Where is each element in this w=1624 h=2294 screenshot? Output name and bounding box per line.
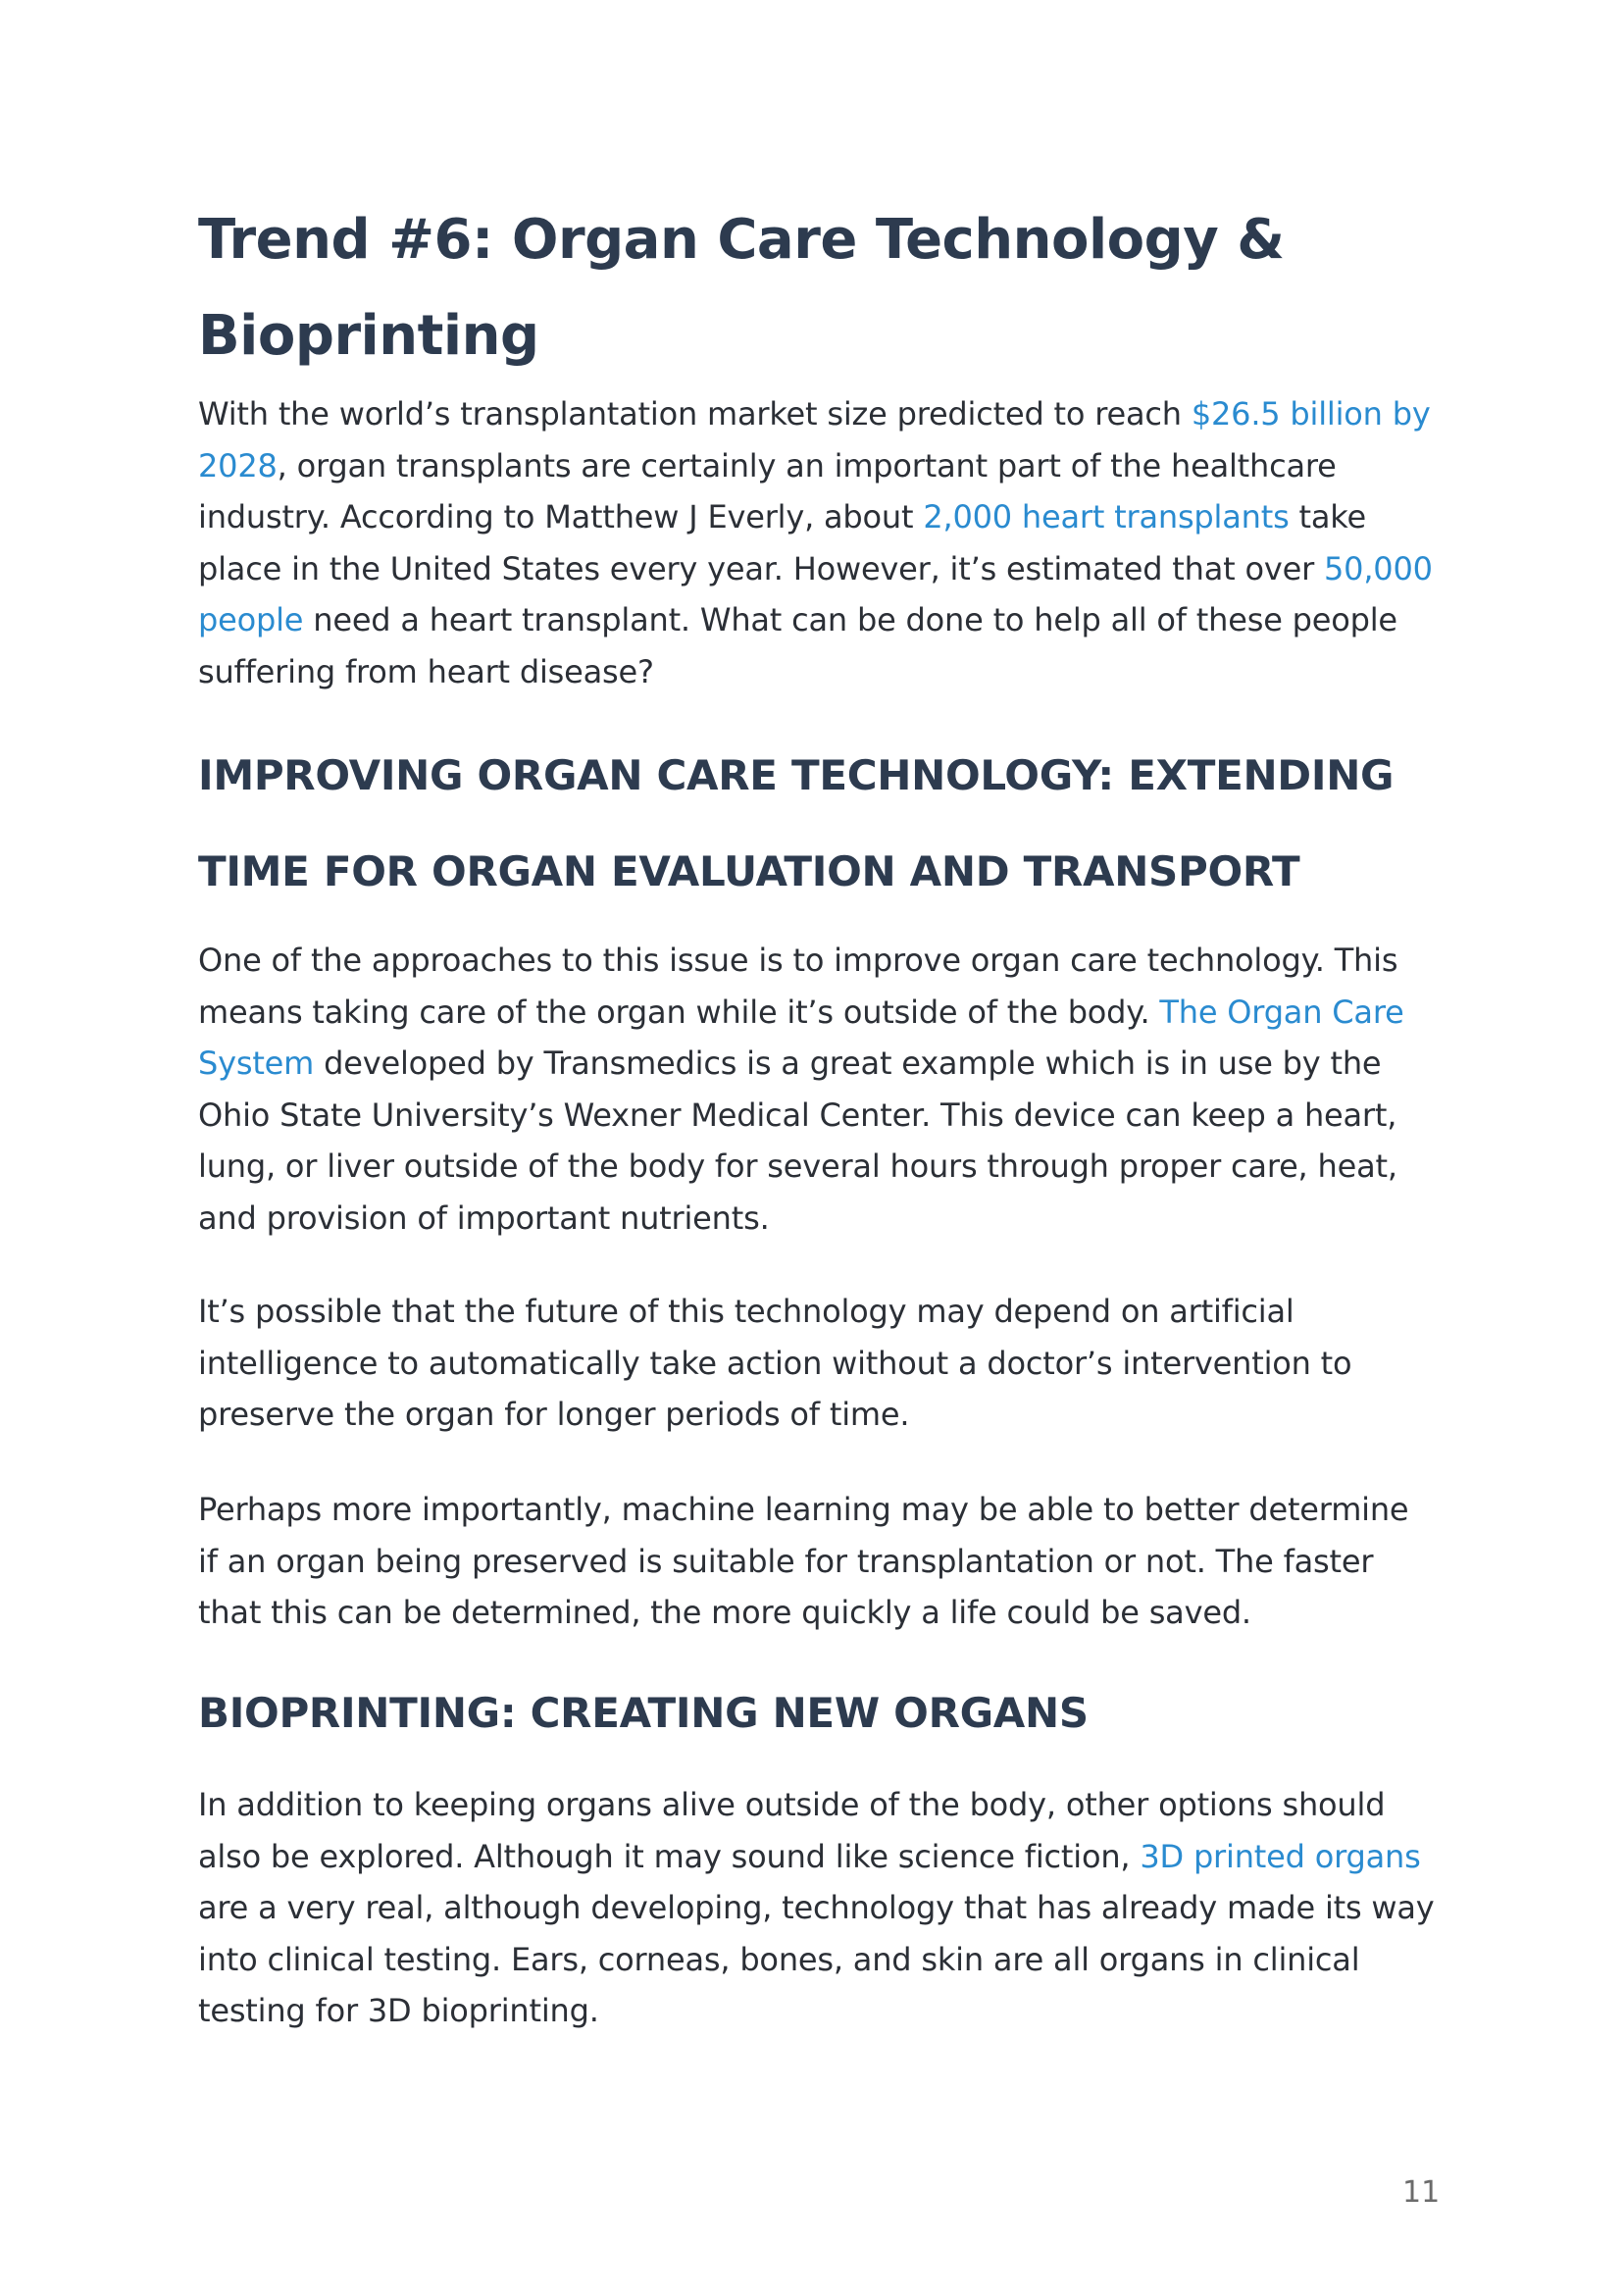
section-heading-bioprinting: BIOPRINTING: CREATING NEW ORGANS — [198, 1689, 1089, 1737]
bioprinting-paragraph — [198, 1779, 1436, 2037]
bioprinting-text-1: In addition to keeping organs alive outside of the body, other options should also be explored. Although it may sound like science fiction, — [198, 1786, 1386, 1875]
organ-care-text-1: One of the approaches to this issue is to improve organ care technology. This means taking care of the organ while it’s outside of the body. — [198, 942, 1398, 1031]
bioprinting-text-2: are a very real, although developing, technology that has already made its way into clinical testing. Ears, corneas, bones, and skin are all organs in clinical testing for 3D bioprinting. — [198, 1889, 1435, 2029]
section-heading-organ-care-line-2: TIME FOR ORGAN EVALUATION AND TRANSPORT — [198, 847, 1300, 895]
page-title-line-2: Bioprinting — [198, 304, 539, 368]
heart-transplants-link[interactable]: 2,000 heart transplants — [923, 498, 1290, 535]
intro-paragraph — [198, 388, 1436, 697]
page-title — [198, 192, 1436, 384]
people-needing-transplant-link[interactable]: 50,000 people — [198, 549, 1433, 638]
section-heading-organ-care-line-1: IMPROVING ORGAN CARE TECHNOLOGY: EXTENDING — [198, 751, 1395, 799]
page-number: 11 — [1402, 2175, 1441, 2210]
organ-care-system-link[interactable]: The Organ Care System — [198, 993, 1404, 1082]
intro-text-4: need a heart transplant. What can be done to help all of these people suffering from heart disease? — [198, 601, 1397, 690]
organ-care-paragraph-1 — [198, 935, 1436, 1244]
market-size-link[interactable]: $26.5 billion by 2028 — [198, 395, 1431, 484]
intro-text-2: , organ transplants are certainly an important part of the healthcare industry. According to Matthew J Everly, about — [198, 446, 1337, 535]
page-title-line-1: Trend #6: Organ Care Technology & — [198, 208, 1285, 272]
section-heading-organ-care — [198, 728, 1436, 920]
intro-text-3: take place in the United States every year. However, it’s estimated that over — [198, 498, 1366, 587]
organ-care-text-2: developed by Transmedics is a great example which is in use by the Ohio State University’s Wexner Medical Center. This device can keep a heart, lung, or liver outside of the body for several hours through proper care, heat, and provision of important nutrients. — [198, 1045, 1397, 1237]
organ-care-paragraph-2: It’s possible that the future of this technology may depend on artificial intelligence to automatically take action without a doctor’s intervention to preserve the organ for longer periods of time. — [198, 1293, 1352, 1433]
organ-care-paragraph-3: Perhaps more importantly, machine learning may be able to better determine if an organ being preserved is suitable for transplantation or not. The faster that this can be determined, the more quickly a life could be saved. — [198, 1491, 1409, 1631]
intro-text-1: With the world’s transplantation market size predicted to reach — [198, 395, 1192, 433]
3d-printed-organs-link[interactable]: 3D printed organs — [1140, 1837, 1421, 1875]
